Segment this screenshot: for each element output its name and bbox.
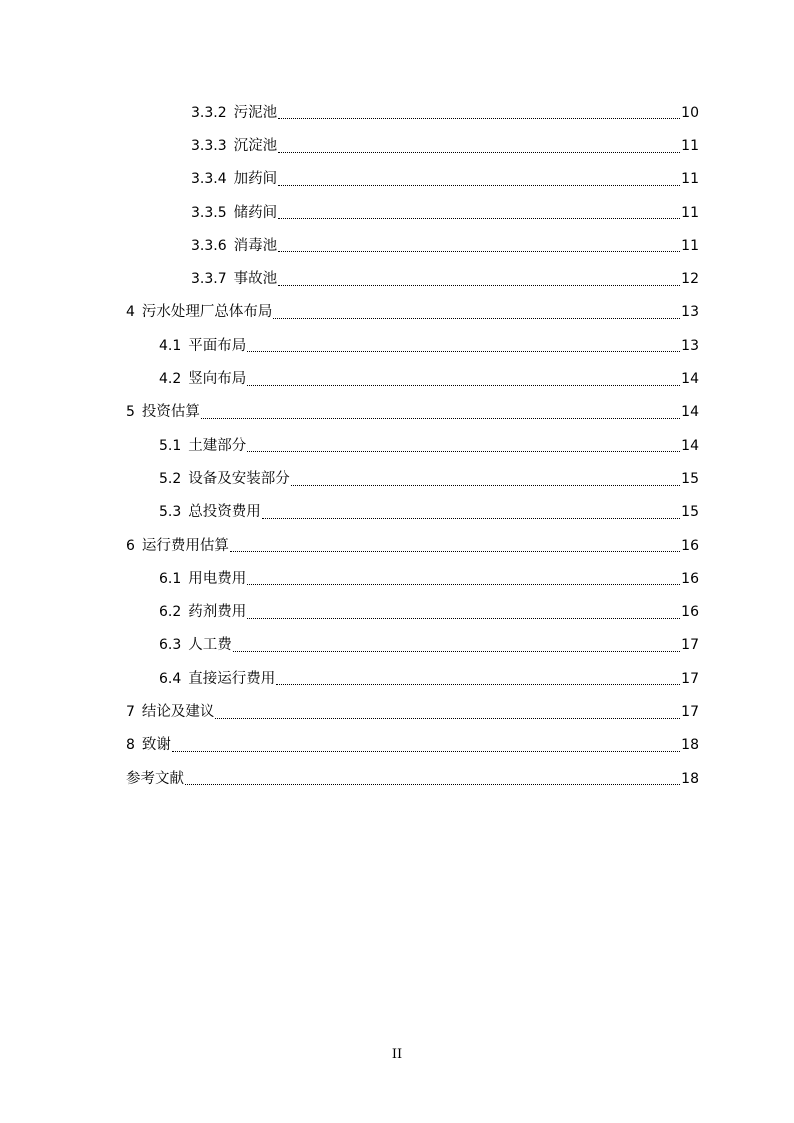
- toc-entry[interactable]: [0, 595, 794, 628]
- toc-entry-number: 4: [126, 304, 135, 321]
- toc-entry-number: 6.4: [159, 670, 182, 687]
- toc-entry-number: 6: [126, 537, 135, 554]
- toc-entry-page: 12: [681, 271, 699, 288]
- toc-entry-title: 设备及安装部分: [188, 470, 290, 487]
- toc-entry[interactable]: [0, 229, 794, 262]
- toc-entry-number: 5: [126, 404, 135, 421]
- toc-dot-leader: [247, 584, 680, 585]
- toc-entry-number: 5.2: [159, 470, 182, 487]
- toc-entry-title: 结论及建议: [141, 703, 215, 720]
- toc-entry-title: 土建部分: [188, 437, 247, 454]
- toc-entry-page: 13: [681, 304, 699, 321]
- toc-dot-leader: [262, 518, 680, 519]
- toc-entry-title: 储药间: [233, 204, 278, 221]
- toc-entry[interactable]: [0, 329, 794, 362]
- toc-entry-number: 3.3.3: [191, 137, 227, 154]
- toc-entry-title: 事故池: [233, 271, 278, 288]
- toc-dot-leader: [278, 285, 680, 286]
- toc-entry-page: 14: [681, 404, 699, 421]
- toc-dot-leader: [201, 418, 680, 419]
- toc-dot-leader: [230, 551, 680, 552]
- toc-entry[interactable]: [0, 362, 794, 395]
- toc-entry[interactable]: [0, 262, 794, 295]
- toc-entry[interactable]: [0, 762, 794, 795]
- toc-entry-page: 15: [681, 504, 699, 521]
- toc-entry-title: 平面布局: [188, 337, 247, 354]
- toc-entry[interactable]: [0, 562, 794, 595]
- toc-entry-number: 8: [126, 737, 135, 754]
- toc-entry-title: 直接运行费用: [188, 670, 276, 687]
- toc-entry-title: 用电费用: [188, 570, 247, 587]
- toc-entry-page: 11: [681, 171, 699, 188]
- toc-entry-page: 10: [681, 104, 699, 121]
- toc-entry-page: 13: [681, 337, 699, 354]
- toc-dot-leader: [185, 784, 680, 785]
- toc-dot-leader: [172, 751, 680, 752]
- toc-entry-page: 18: [681, 737, 699, 754]
- toc-entry-title: 参考文献: [126, 770, 184, 787]
- toc-dot-leader: [278, 251, 680, 252]
- toc-dot-leader: [291, 485, 680, 486]
- page-number-footer: II: [391, 1047, 403, 1062]
- toc-dot-leader: [278, 152, 680, 153]
- toc-dot-leader: [247, 385, 680, 386]
- toc-dot-leader: [276, 684, 680, 685]
- toc-entry[interactable]: [0, 629, 794, 662]
- toc-entry-title: 竖向布局: [188, 371, 247, 388]
- toc-entry-title: 消毒池: [233, 237, 278, 254]
- toc-entry-number: 4.1: [159, 337, 182, 354]
- toc-entry-title: 污泥池: [233, 104, 278, 121]
- toc-dot-leader: [247, 451, 680, 452]
- toc-entry-page: 11: [681, 204, 699, 221]
- toc-entry-page: 17: [681, 703, 699, 720]
- toc-entry[interactable]: [0, 396, 794, 429]
- toc-entry-number: 6.3: [159, 637, 182, 654]
- toc-dot-leader: [247, 618, 680, 619]
- toc-entry-title: 沉淀池: [233, 137, 278, 154]
- toc-entry[interactable]: [0, 462, 794, 495]
- toc-dot-leader: [278, 118, 680, 119]
- toc-entry-number: 6.2: [159, 604, 182, 621]
- toc-entry[interactable]: [0, 96, 794, 129]
- toc-entry-page: 17: [681, 670, 699, 687]
- toc-entry-number: 6.1: [159, 570, 182, 587]
- toc-dot-leader: [273, 318, 680, 319]
- toc-dot-leader: [233, 651, 680, 652]
- toc-entry-number: 7: [126, 703, 135, 720]
- toc-dot-leader: [247, 351, 680, 352]
- toc-entry-page: 11: [681, 137, 699, 154]
- toc-entry[interactable]: [0, 529, 794, 562]
- toc-entry-title: 加药间: [233, 171, 278, 188]
- toc-entry-title: 运行费用估算: [141, 537, 229, 554]
- toc-entry-title: 总投资费用: [188, 504, 261, 521]
- toc-entry-number: 3.3.7: [191, 271, 227, 288]
- toc-entry-title: 致谢: [141, 737, 171, 754]
- toc-dot-leader: [278, 185, 680, 186]
- toc-entry[interactable]: [0, 496, 794, 529]
- toc-entry-page: 14: [681, 437, 699, 454]
- toc-entry-title: 污水处理厂总体布局: [141, 304, 273, 321]
- toc-entry-page: 18: [681, 770, 699, 787]
- toc-entry-number: 5.3: [159, 504, 182, 521]
- toc-entry-title: 药剂费用: [188, 604, 247, 621]
- toc-dot-leader: [215, 718, 680, 719]
- toc-entry-number: 5.1: [159, 437, 182, 454]
- toc-entry-number: 4.2: [159, 371, 182, 388]
- toc-entry-page: 11: [681, 237, 699, 254]
- toc-entry[interactable]: [0, 729, 794, 762]
- toc-entry-page: 17: [681, 637, 699, 654]
- toc-entry-number: 3.3.2: [191, 104, 227, 121]
- toc-entry-page: 16: [681, 604, 699, 621]
- toc-entry[interactable]: [0, 163, 794, 196]
- toc-entry[interactable]: [0, 129, 794, 162]
- toc-entry-page: 16: [681, 537, 699, 554]
- toc-entry-title: 投资估算: [141, 404, 200, 421]
- toc-entry-page: 15: [681, 470, 699, 487]
- toc-entry-page: 16: [681, 570, 699, 587]
- toc-entry-title: 人工费: [188, 637, 232, 654]
- toc-entry-number: 3.3.4: [191, 171, 227, 188]
- table-of-contents: [0, 96, 794, 795]
- toc-entry[interactable]: [0, 429, 794, 462]
- toc-entry[interactable]: [0, 296, 794, 329]
- toc-entry[interactable]: [0, 196, 794, 229]
- toc-dot-leader: [278, 218, 680, 219]
- toc-entry[interactable]: [0, 662, 794, 695]
- toc-entry-number: 3.3.6: [191, 237, 227, 254]
- toc-entry-page: 14: [681, 371, 699, 388]
- toc-entry[interactable]: [0, 695, 794, 728]
- toc-entry-number: 3.3.5: [191, 204, 227, 221]
